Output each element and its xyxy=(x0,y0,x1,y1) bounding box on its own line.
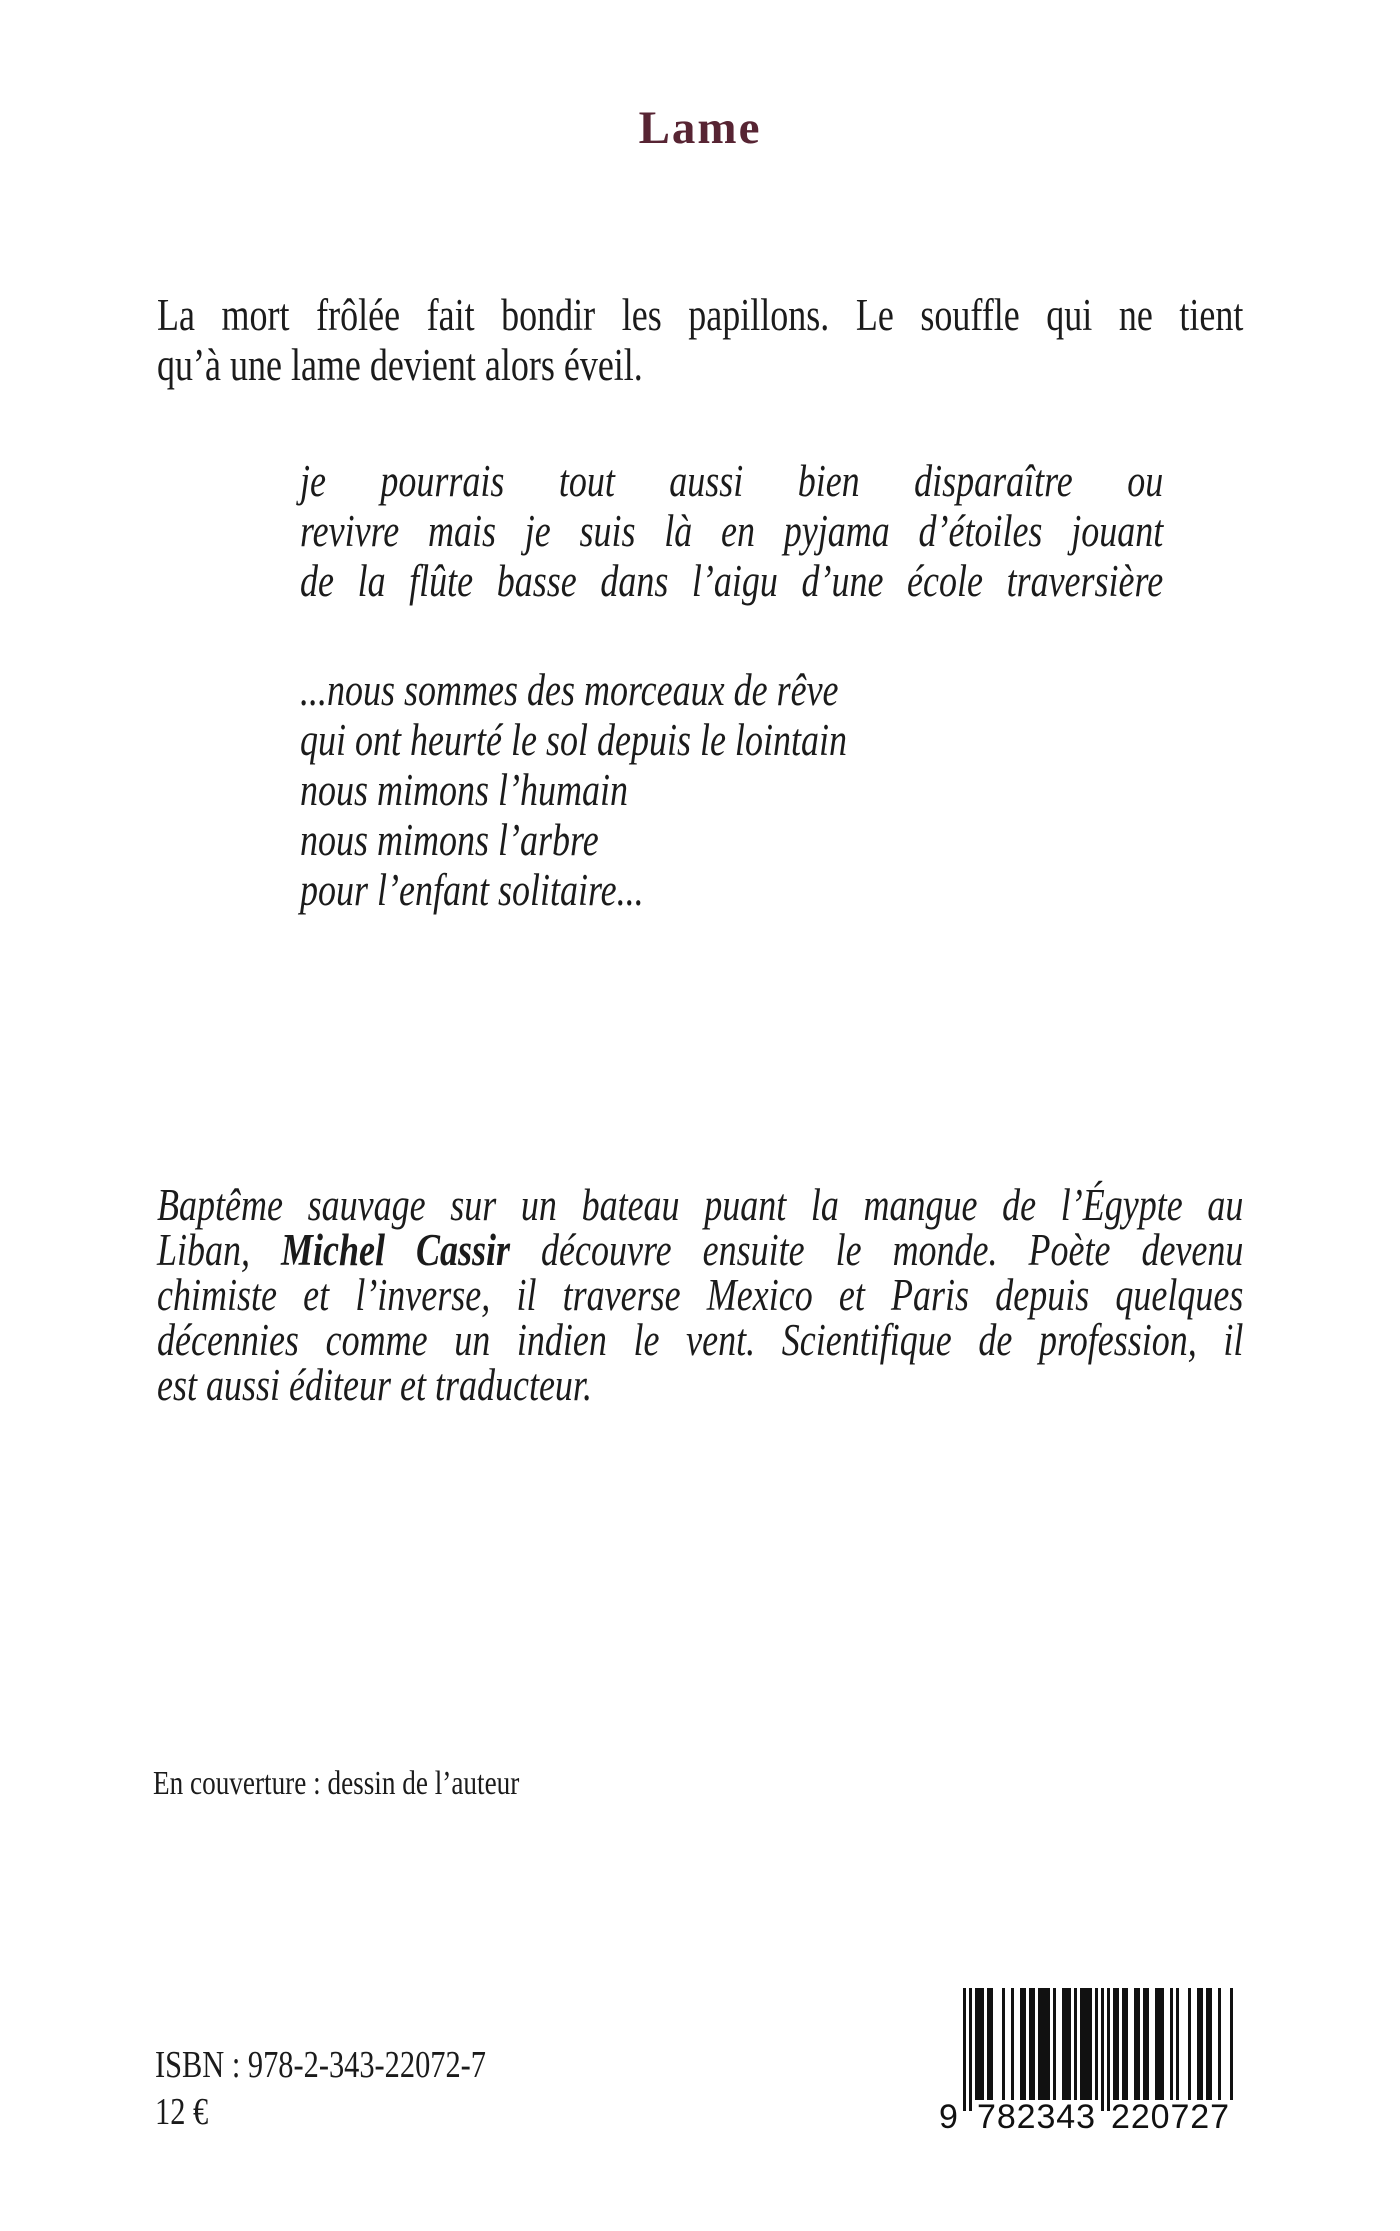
barcode-digit-lead: 9 xyxy=(939,2098,958,2135)
intro-line-1: La mort frôlée fait bondir les papillons. Le souffle qui ne tient xyxy=(157,290,1244,340)
isbn-block xyxy=(155,2042,715,2136)
poem2-line-4: nous mimons l’arbre xyxy=(300,815,599,865)
poem2-line-2: qui ont heurté le sol depuis le lointain xyxy=(300,715,847,765)
book-title: Lame xyxy=(638,102,762,154)
bio-line-3: chimiste et l’inverse, il traverse Mexico et Paris depuis quelques xyxy=(157,1270,1244,1320)
price: 12 € xyxy=(155,2091,209,2133)
poem2-line-3: nous mimons l’humain xyxy=(300,765,629,815)
author-name: Michel Cassir xyxy=(281,1225,511,1275)
poem-stanza-2 xyxy=(300,665,1260,915)
bio-line-2-prefix: Liban, xyxy=(157,1225,282,1275)
poem-stanza-1 xyxy=(300,456,1163,606)
barcode-svg xyxy=(935,1985,1255,2135)
poem1-line-3: de la flûte basse dans l’aigu d’une école traversière xyxy=(300,556,1164,606)
cover-illustration-note: En couverture : dessin de l’auteur xyxy=(153,1765,520,1802)
intro-line-2: qu’à une lame devient alors éveil. xyxy=(157,340,643,390)
bio-line-2 xyxy=(157,1225,1244,1275)
poem2-line-5: pour l’enfant solitaire... xyxy=(300,865,644,915)
bio-line-1: Baptême sauvage sur un bateau puant la mangue de l’Égypte au xyxy=(157,1180,1244,1230)
bio-line-2-suffix: découvre ensuite le monde. Poète devenu xyxy=(510,1225,1244,1275)
barcode-digits-left: 782343 xyxy=(977,2098,1095,2135)
intro-paragraph xyxy=(157,290,1243,390)
poem1-line-1: je pourrais tout aussi bien disparaître ou xyxy=(300,456,1164,506)
isbn-number: ISBN : 978-2-343-22072-7 xyxy=(155,2044,487,2086)
bio-line-5: est aussi éditeur et traducteur. xyxy=(157,1360,592,1410)
barcode xyxy=(935,1985,1255,2135)
barcode-digits-right: 220727 xyxy=(1111,2098,1229,2135)
poem1-line-2: revivre mais je suis là en pyjama d’étoiles jouant xyxy=(300,506,1164,556)
author-bio xyxy=(157,1180,1244,1410)
poem2-line-1: ...nous sommes des morceaux de rêve xyxy=(300,665,839,715)
bio-line-4: décennies comme un indien le vent. Scientifique de profession, il xyxy=(157,1315,1244,1365)
